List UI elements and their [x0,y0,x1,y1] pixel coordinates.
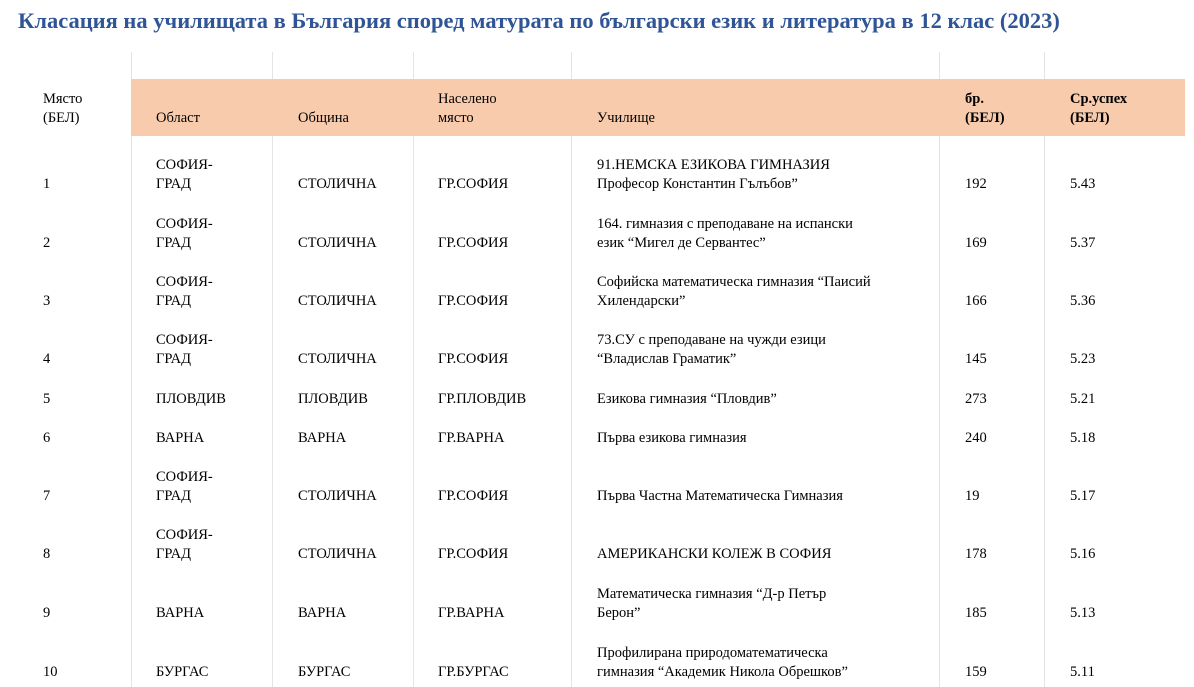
cell-region: БУРГАС [156,664,209,680]
cell-region: СОФИЯ- ГРАД [156,527,213,562]
cell-settlement: ГР.СОФИЯ [438,176,509,192]
cell-school: Първа Частна Математическа Гимназия [597,488,843,504]
header-region: Област [156,110,200,126]
cell-avg: 5.21 [1070,391,1096,407]
cell-region: ВАРНА [156,430,205,446]
cell-settlement: ГР.ПЛОВДИВ [438,391,527,407]
cell-region: СОФИЯ- ГРАД [156,274,213,309]
cell-rank: 2 [43,235,51,251]
cell-avg: 5.37 [1070,235,1096,251]
cell-school: 164. гимназия с преподаване на испански език “Мигел де Сервантес” [597,216,853,251]
grid-line [131,52,132,687]
grid-line [272,52,273,687]
cell-school: 91.НЕМСКА ЕЗИКОВА ГИМНАЗИЯ Професор Константин Гълъбов” [597,157,830,192]
cell-rank: 3 [43,293,51,309]
cell-count: 169 [965,235,987,251]
header-avg: Ср.успех (БЕЛ) [1070,91,1128,126]
cell-municipality: СТОЛИЧНА [298,546,377,562]
cell-region: СОФИЯ- ГРАД [156,157,213,192]
grid-line [571,52,572,687]
cell-region: СОФИЯ- ГРАД [156,332,213,367]
cell-school: Математическа гимназия “Д-р Петър Берон” [597,586,827,621]
cell-municipality: СТОЛИЧНА [298,351,377,367]
header-rank: Място (БЕЛ) [43,91,83,126]
cell-municipality: СТОЛИЧНА [298,235,377,251]
cell-avg: 5.16 [1070,546,1096,562]
cell-region: СОФИЯ- ГРАД [156,216,213,251]
cell-count: 192 [965,176,987,192]
cell-rank: 8 [43,546,51,562]
page-title: Класация на училищата в България според матурата по български език и литература в 12 клас (2023) [18,8,1060,33]
cell-municipality: БУРГАС [298,664,351,680]
cell-school: Първа езикова гимназия [597,430,747,446]
header-count: бр. (БЕЛ) [965,91,1005,126]
cell-rank: 7 [43,488,51,504]
cell-avg: 5.36 [1070,293,1096,309]
cell-municipality: ВАРНА [298,430,347,446]
cell-avg: 5.23 [1070,351,1096,367]
header-school: Училище [597,110,655,126]
header-municipality: Община [298,110,349,126]
cell-rank: 6 [43,430,51,446]
cell-rank: 1 [43,176,51,192]
cell-school: Езикова гимназия “Пловдив” [597,391,777,407]
cell-count: 145 [965,351,987,367]
cell-count: 159 [965,664,987,680]
cell-municipality: ВАРНА [298,605,347,621]
cell-avg: 5.43 [1070,176,1096,192]
cell-region: СОФИЯ- ГРАД [156,469,213,504]
cell-municipality: СТОЛИЧНА [298,488,377,504]
cell-school: Софийска математическа гимназия “Паисий Хилендарски” [597,274,871,309]
cell-settlement: ГР.ВАРНА [438,605,505,621]
header-settlement: Населено място [438,91,497,126]
cell-avg: 5.13 [1070,605,1096,621]
cell-region: ПЛОВДИВ [156,391,226,407]
cell-municipality: СТОЛИЧНА [298,293,377,309]
cell-school: АМЕРИКАНСКИ КОЛЕЖ В СОФИЯ [597,546,832,562]
grid-line [413,52,414,687]
cell-rank: 10 [43,664,58,680]
cell-avg: 5.11 [1070,664,1095,680]
cell-school: Профилирана природоматематическа гимназия “Академик Никола Обрешков” [597,645,848,680]
cell-count: 166 [965,293,987,309]
cell-settlement: ГР.БУРГАС [438,664,509,680]
cell-count: 178 [965,546,987,562]
cell-settlement: ГР.СОФИЯ [438,235,509,251]
grid-line [1044,52,1045,687]
cell-settlement: ГР.СОФИЯ [438,546,509,562]
cell-municipality: СТОЛИЧНА [298,176,377,192]
cell-rank: 9 [43,605,51,621]
cell-count: 240 [965,430,987,446]
cell-municipality: ПЛОВДИВ [298,391,368,407]
cell-region: ВАРНА [156,605,205,621]
cell-rank: 5 [43,391,51,407]
cell-count: 19 [965,488,980,504]
cell-settlement: ГР.СОФИЯ [438,293,509,309]
cell-avg: 5.17 [1070,488,1096,504]
cell-avg: 5.18 [1070,430,1096,446]
table-header-band [131,79,1185,136]
cell-rank: 4 [43,351,51,367]
cell-settlement: ГР.СОФИЯ [438,488,509,504]
cell-settlement: ГР.ВАРНА [438,430,505,446]
grid-line [939,52,940,687]
cell-settlement: ГР.СОФИЯ [438,351,509,367]
cell-count: 273 [965,391,987,407]
cell-count: 185 [965,605,987,621]
cell-school: 73.СУ с преподаване на чужди езици “Владислав Граматик” [597,332,826,367]
